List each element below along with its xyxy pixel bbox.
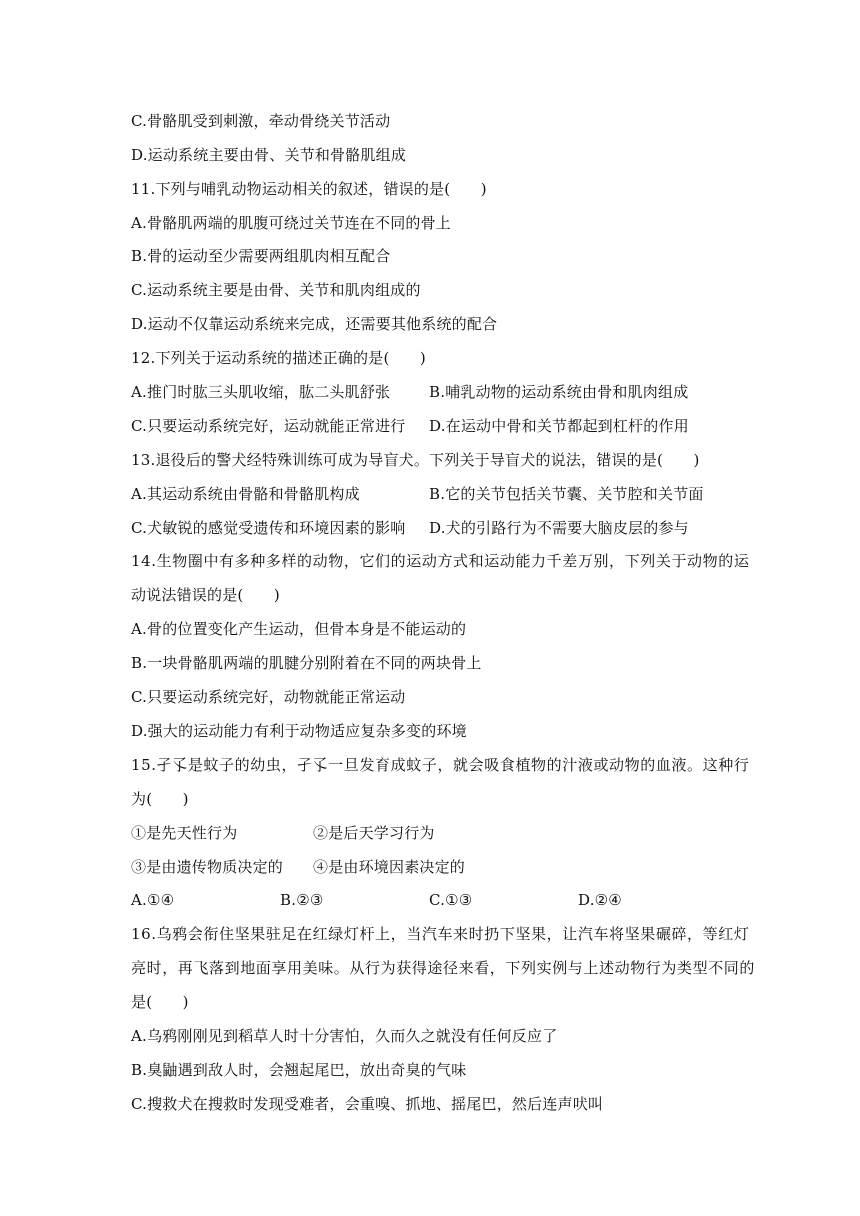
- question-13-stem: 13.退役后的警犬经特殊训练可成为导盲犬。下列关于导盲犬的说法，错误的是( ): [131, 451, 700, 469]
- question-13-option-b: B.它的关节包括关节囊、关节腔和关节面: [429, 485, 704, 503]
- question-12-stem: 12.下列关于运动系统的描述正确的是( ): [131, 349, 426, 367]
- question-15-option-a: A.①④: [131, 891, 175, 909]
- question-12-option-b: B.哺乳动物的运动系统由骨和肌肉组成: [429, 383, 689, 401]
- question-14-stem-line-2: 动说法错误的是( ): [131, 586, 280, 604]
- question-14-option-c: C.只要运动系统完好，动物就能正常运动: [131, 688, 406, 706]
- question-14-stem-line-1: 14.生物圈中有多种多样的动物，它们的运动方式和运动能力千差万别，下列关于动物的运: [131, 552, 750, 570]
- question-15-statement-1: ①是先天性行为: [131, 824, 238, 842]
- question-12-option-c: C.只要运动系统完好，运动就能正常进行: [131, 417, 406, 435]
- question-15-stem-line-2: 为( ): [131, 790, 189, 808]
- question-16-stem-line-1: 16.乌鸦会衔住坚果驻足在红绿灯杆上，当汽车来时扔下坚果，让汽车将坚果碾碎，等红灯: [131, 925, 750, 943]
- question-16-option-a: A.乌鸦刚刚见到稻草人时十分害怕，久而久之就没有任何反应了: [131, 1027, 558, 1045]
- question-15-statement-3: ③是由遗传物质决定的: [131, 858, 284, 876]
- question-12-option-a: A.推门时肱三头肌收缩，肱二头肌舒张: [131, 383, 391, 401]
- question-16-option-c: C.搜救犬在搜救时发现受难者，会重嗅、抓地、摇尾巴，然后连声吠叫: [131, 1095, 604, 1113]
- question-12-option-d: D.在运动中骨和关节都起到杠杆的作用: [429, 417, 689, 435]
- question-11-option-b: B.骨的运动至少需要两组肌肉相互配合: [131, 247, 391, 265]
- question-11-option-a: A.骨骼肌两端的肌腹可绕过关节连在不同的骨上: [131, 214, 452, 232]
- question-13-option-d: D.犬的引路行为不需要大脑皮层的参与: [429, 519, 689, 537]
- question-15-option-c: C.①③: [429, 891, 473, 909]
- question-15-option-b: B.②③: [280, 891, 324, 909]
- question-16-option-b: B.臭鼬遇到敌人时，会翘起尾巴，放出奇臭的气味: [131, 1061, 467, 1079]
- question-16-stem-line-3: 是( ): [131, 993, 189, 1011]
- question-15-statement-4: ④是由环境因素决定的: [313, 858, 466, 876]
- question-11-stem: 11.下列与哺乳动物运动相关的叙述，错误的是( ): [131, 180, 487, 198]
- question-16-stem-line-2: 亮时，再飞落到地面享用美味。从行为获得途径来看，下列实例与上述动物行为类型不同的: [131, 959, 756, 977]
- question-15-stem-line-1: 15.孑孓是蚊子的幼虫，孑孓一旦发育成蚊子，就会吸食植物的汁液或动物的血液。这种行: [131, 756, 750, 774]
- question-15-statement-2: ②是后天学习行为: [313, 824, 435, 842]
- question-14-option-b: B.一块骨骼肌两端的肌腱分别附着在不同的两块骨上: [131, 654, 482, 672]
- question-13-option-c: C.犬敏锐的感觉受遗传和环境因素的影响: [131, 519, 406, 537]
- question-11-option-d: D.运动不仅靠运动系统来完成，还需要其他系统的配合: [131, 315, 498, 333]
- question-11-option-c: C.运动系统主要是由骨、关节和肌肉组成的: [131, 281, 421, 299]
- option-text: D.运动系统主要由骨、关节和骨骼肌组成: [131, 146, 407, 164]
- question-14-option-d: D.强大的运动能力有利于动物适应复杂多变的环境: [131, 722, 467, 740]
- question-13-option-a: A.其运动系统由骨骼和骨骼肌构成: [131, 485, 360, 503]
- option-text: C.骨骼肌受到刺激，牵动骨绕关节活动: [131, 112, 391, 130]
- question-15-option-d: D.②④: [578, 891, 622, 909]
- question-14-option-a: A.骨的位置变化产生运动，但骨本身是不能运动的: [131, 620, 467, 638]
